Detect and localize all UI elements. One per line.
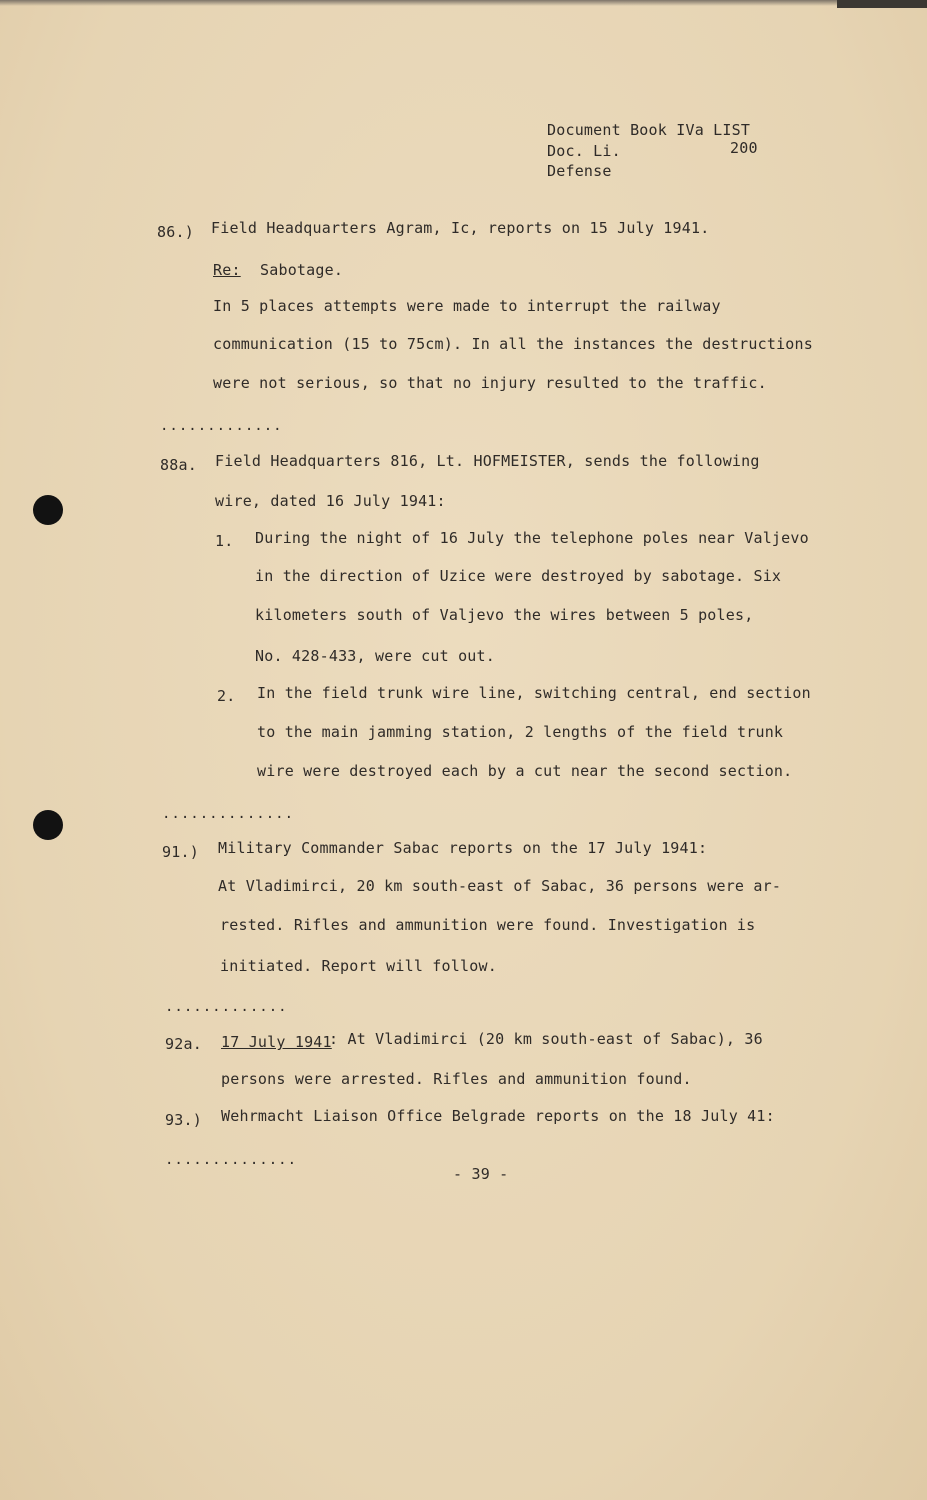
entry-88a-line: Field Headquarters 816, Lt. HOFMEISTER, sends the following — [215, 452, 760, 470]
header-document-book: Document Book IVa LIST — [547, 121, 751, 139]
separator-dots: ............. — [160, 418, 283, 434]
entry-88a-item-1-line: kilometers south of Valjevo the wires between 5 poles, — [255, 606, 754, 624]
entry-88a-item-2-line: to the main jamming station, 2 lengths of the field trunk — [257, 723, 784, 741]
entry-91-line: rested. Rifles and ammunition were found. Investigation is — [220, 916, 756, 934]
entry-93-title: Wehrmacht Liaison Office Belgrade reports on the 18 July 41: — [221, 1107, 775, 1125]
binder-hole-icon — [33, 495, 63, 525]
entry-88a-item-2-line: In the field trunk wire line, switching central, end section — [257, 684, 811, 702]
entry-88a-item-2-line: wire were destroyed each by a cut near the second section. — [257, 762, 793, 780]
binder-hole-icon — [33, 810, 63, 840]
entry-91-line: At Vladimirci, 20 km south-east of Sabac, 36 persons were ar- — [218, 877, 782, 895]
entry-88a-item-1-number: 1. — [215, 532, 234, 550]
entry-86-title: Field Headquarters Agram, Ic, reports on 15 July 1941. — [211, 219, 710, 237]
entry-88a-line: wire, dated 16 July 1941: — [215, 492, 446, 510]
entry-92a-date: 17 July 1941 — [221, 1033, 332, 1051]
entry-86-number: 86.) — [157, 223, 194, 241]
entry-86-re-label: Re: — [213, 261, 241, 279]
separator-dots: .............. — [162, 806, 295, 822]
entry-88a-item-1-line: in the direction of Uzice were destroyed by sabotage. Six — [255, 567, 782, 585]
separator-dots: ............. — [165, 999, 288, 1015]
entry-88a-item-2-number: 2. — [217, 687, 236, 705]
entry-86-line: were not serious, so that no injury resulted to the traffic. — [213, 374, 767, 392]
entry-86-line: In 5 places attempts were made to interrupt the railway — [213, 297, 721, 315]
entry-86-line: communication (15 to 75cm). In all the instances the destructions — [213, 335, 813, 353]
header-doc-number: 200 — [730, 139, 758, 157]
entry-93-number: 93.) — [165, 1111, 202, 1129]
entry-91-number: 91.) — [162, 843, 199, 861]
page-top-edge — [0, 0, 927, 6]
entry-88a-item-1-line: During the night of 16 July the telephone poles near Valjevo — [255, 529, 809, 547]
entry-91-title: Military Commander Sabac reports on the 17 July 1941: — [218, 839, 708, 857]
entry-91-line: initiated. Report will follow. — [220, 957, 497, 975]
entry-88a-number: 88a. — [160, 456, 197, 474]
entry-86-re-text: Sabotage. — [260, 261, 344, 279]
page-corner-mark — [837, 0, 927, 8]
entry-92a-line: : At Vladimirci (20 km south-east of Sabac), 36 — [329, 1030, 763, 1048]
page-number: - 39 - — [453, 1165, 509, 1183]
entry-92a-number: 92a. — [165, 1035, 202, 1053]
entry-92a-line: persons were arrested. Rifles and ammunition found. — [221, 1070, 692, 1088]
header-doc-number-label: Doc. Li. — [547, 142, 621, 160]
separator-dots: .............. — [165, 1152, 298, 1168]
entry-88a-item-1-line: No. 428-433, were cut out. — [255, 647, 495, 665]
header-defense: Defense — [547, 162, 612, 180]
